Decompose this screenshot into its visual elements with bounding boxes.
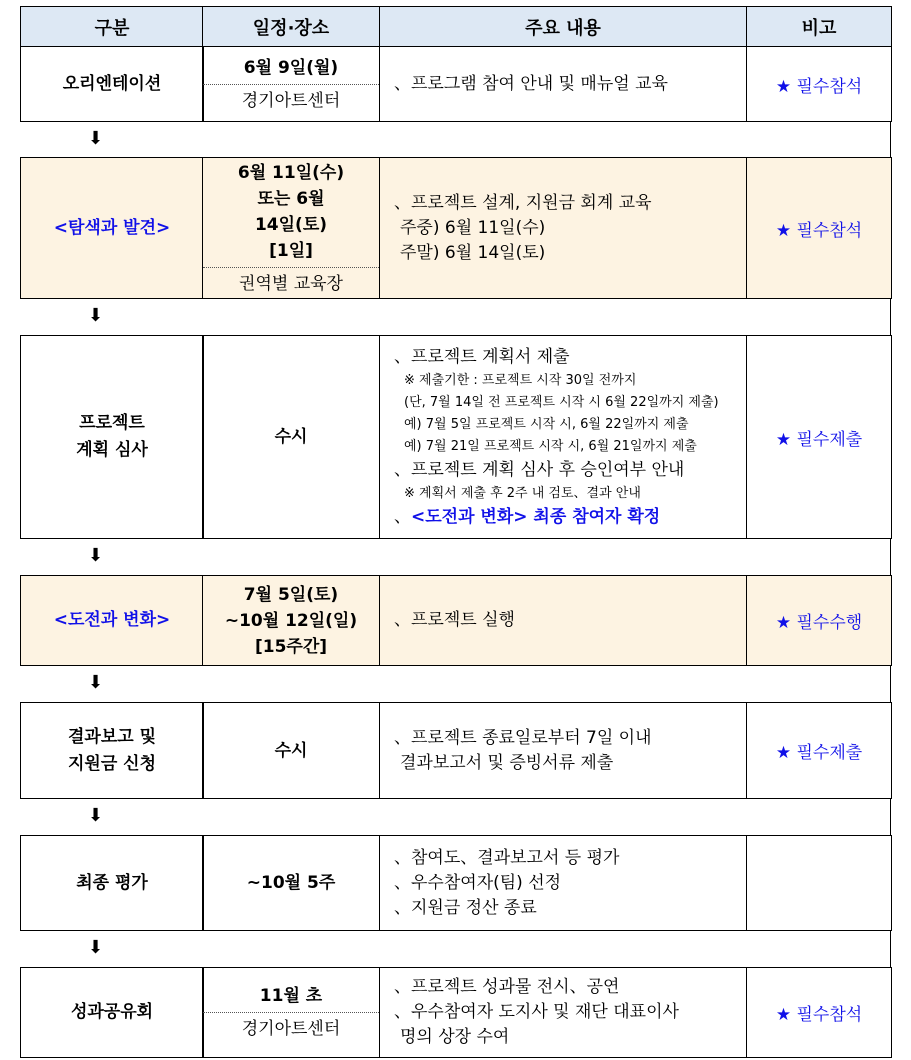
content-cell xyxy=(379,46,747,122)
divider xyxy=(203,84,379,85)
schedule-date: 수시 xyxy=(274,740,308,761)
content-line: 、<도전과 변화> 최종 참여자 확정 xyxy=(394,506,661,527)
stage-cell: 오리엔테이션 xyxy=(20,46,204,122)
content-line: 、프로젝트 종료일로부터 7일 이내 xyxy=(394,727,652,748)
content-line: 、프로젝트 성과물 전시、공연 xyxy=(394,977,620,997)
border-line xyxy=(890,122,891,157)
header-schedule: 일정·장소 xyxy=(202,6,380,47)
content-line: 、참여도、결과보고서 등 평가 xyxy=(394,847,620,868)
schedule-cell xyxy=(202,46,380,122)
header-note: 비고 xyxy=(746,6,892,47)
schedule-date: 6월 9일(월) xyxy=(243,57,339,78)
content-line: 주말) 6월 14일(토) xyxy=(400,242,546,263)
stage-cell: <탐색과 발견> xyxy=(20,157,204,299)
schedule-date: 6월 11일(수) 또는 6월 14일(토) [1일] xyxy=(237,162,345,261)
schedule-cell xyxy=(202,835,380,931)
arrow-down-icon: ⬇ xyxy=(88,127,104,149)
content-cell xyxy=(379,335,747,539)
content-line: 주중) 6월 11일(수) xyxy=(400,217,546,238)
border-line xyxy=(890,799,891,835)
note-cell: ★ 필수참석 xyxy=(746,46,892,122)
note-cell: ★ 필수제출 xyxy=(746,702,892,799)
note-cell: ★ 필수제출 xyxy=(746,335,892,539)
content-line: 결과보고서 및 증빙서류 제출 xyxy=(400,752,614,773)
content-line: 예) 7월 21일 프로젝트 시작 시, 6월 21일까지 제출 xyxy=(404,438,697,454)
content-cell xyxy=(379,835,747,931)
divider xyxy=(203,267,379,268)
content-line: 、우수참여자(팀) 선정 xyxy=(394,872,562,893)
schedule-date: 수시 xyxy=(274,427,308,447)
note-cell xyxy=(746,835,892,931)
arrow-down-icon: ⬇ xyxy=(88,672,104,693)
schedule-date: 11월 초 xyxy=(259,986,323,1006)
content-line: 、프로젝트 계획 심사 후 승인여부 안내 xyxy=(394,459,685,480)
content-cell xyxy=(379,157,747,299)
header-stage: 구분 xyxy=(20,6,204,47)
schedule-cell xyxy=(202,967,380,1058)
stage-cell: 성과공유회 xyxy=(20,967,204,1058)
schedule-date: 7월 5일(토) ~10월 12일(일) [15주간] xyxy=(224,584,358,657)
content-line: 、프로젝트 설계, 지원금 회계 교육 xyxy=(394,192,652,213)
content-line: 명의 상장 수여 xyxy=(400,1027,510,1047)
schedule-cell xyxy=(202,335,380,539)
content-line: 、프로젝트 계획서 제출 xyxy=(394,346,570,367)
schedule-cell xyxy=(202,157,380,299)
content-line: ※ 제출기한 : 프로젝트 시작 30일 전까지 xyxy=(404,372,637,388)
border-line xyxy=(890,539,891,575)
content-line: 예) 7월 5일 프로젝트 시작 시, 6월 22일까지 제출 xyxy=(404,416,689,432)
stage-cell: 프로젝트 계획 심사 xyxy=(20,335,204,539)
arrow-down-icon: ⬇ xyxy=(88,305,104,326)
content-line: (단, 7월 14일 전 프로젝트 시작 시 6월 22일까지 제출) xyxy=(404,394,719,410)
content-cell xyxy=(379,967,747,1058)
arrow-down-icon: ⬇ xyxy=(88,545,104,566)
divider xyxy=(203,1012,379,1013)
note-cell: ★ 필수수행 xyxy=(746,575,892,666)
content-line: ※ 계획서 제출 후 2주 내 검토、결과 안내 xyxy=(404,485,641,501)
content-cell xyxy=(379,702,747,799)
schedule-cell xyxy=(202,702,380,799)
content-line: 、프로젝트 실행 xyxy=(394,610,515,630)
arrow-down-icon: ⬇ xyxy=(88,937,104,958)
content-line: 、지원금 정산 종료 xyxy=(394,897,537,918)
border-line xyxy=(890,299,891,335)
stage-cell: <도전과 변화> xyxy=(20,575,204,666)
stage-cell: 결과보고 및 지원금 신청 xyxy=(20,702,204,799)
content-line: 、우수참여자 도지사 및 재단 대표이사 xyxy=(394,1002,679,1022)
border-line xyxy=(890,931,891,967)
border-line xyxy=(890,666,891,702)
bullet: 、 xyxy=(394,506,411,527)
stage-cell: 최종 평가 xyxy=(20,835,204,931)
content-line: 、프로그램 참여 안내 및 매뉴얼 교육 xyxy=(394,73,668,94)
arrow-down-icon: ⬇ xyxy=(88,805,104,826)
schedule-cell xyxy=(202,575,380,666)
note-cell: ★ 필수참석 xyxy=(746,967,892,1058)
header-content: 주요 내용 xyxy=(379,6,747,47)
note-cell: ★ 필수참석 xyxy=(746,157,892,299)
schedule-place: 경기아트센터 xyxy=(241,90,341,111)
schedule-place: 권역별 교육장 xyxy=(239,273,343,294)
content-cell xyxy=(379,575,747,666)
schedule-place: 경기아트센터 xyxy=(241,1019,341,1039)
schedule-date: ~10월 5주 xyxy=(246,873,336,893)
